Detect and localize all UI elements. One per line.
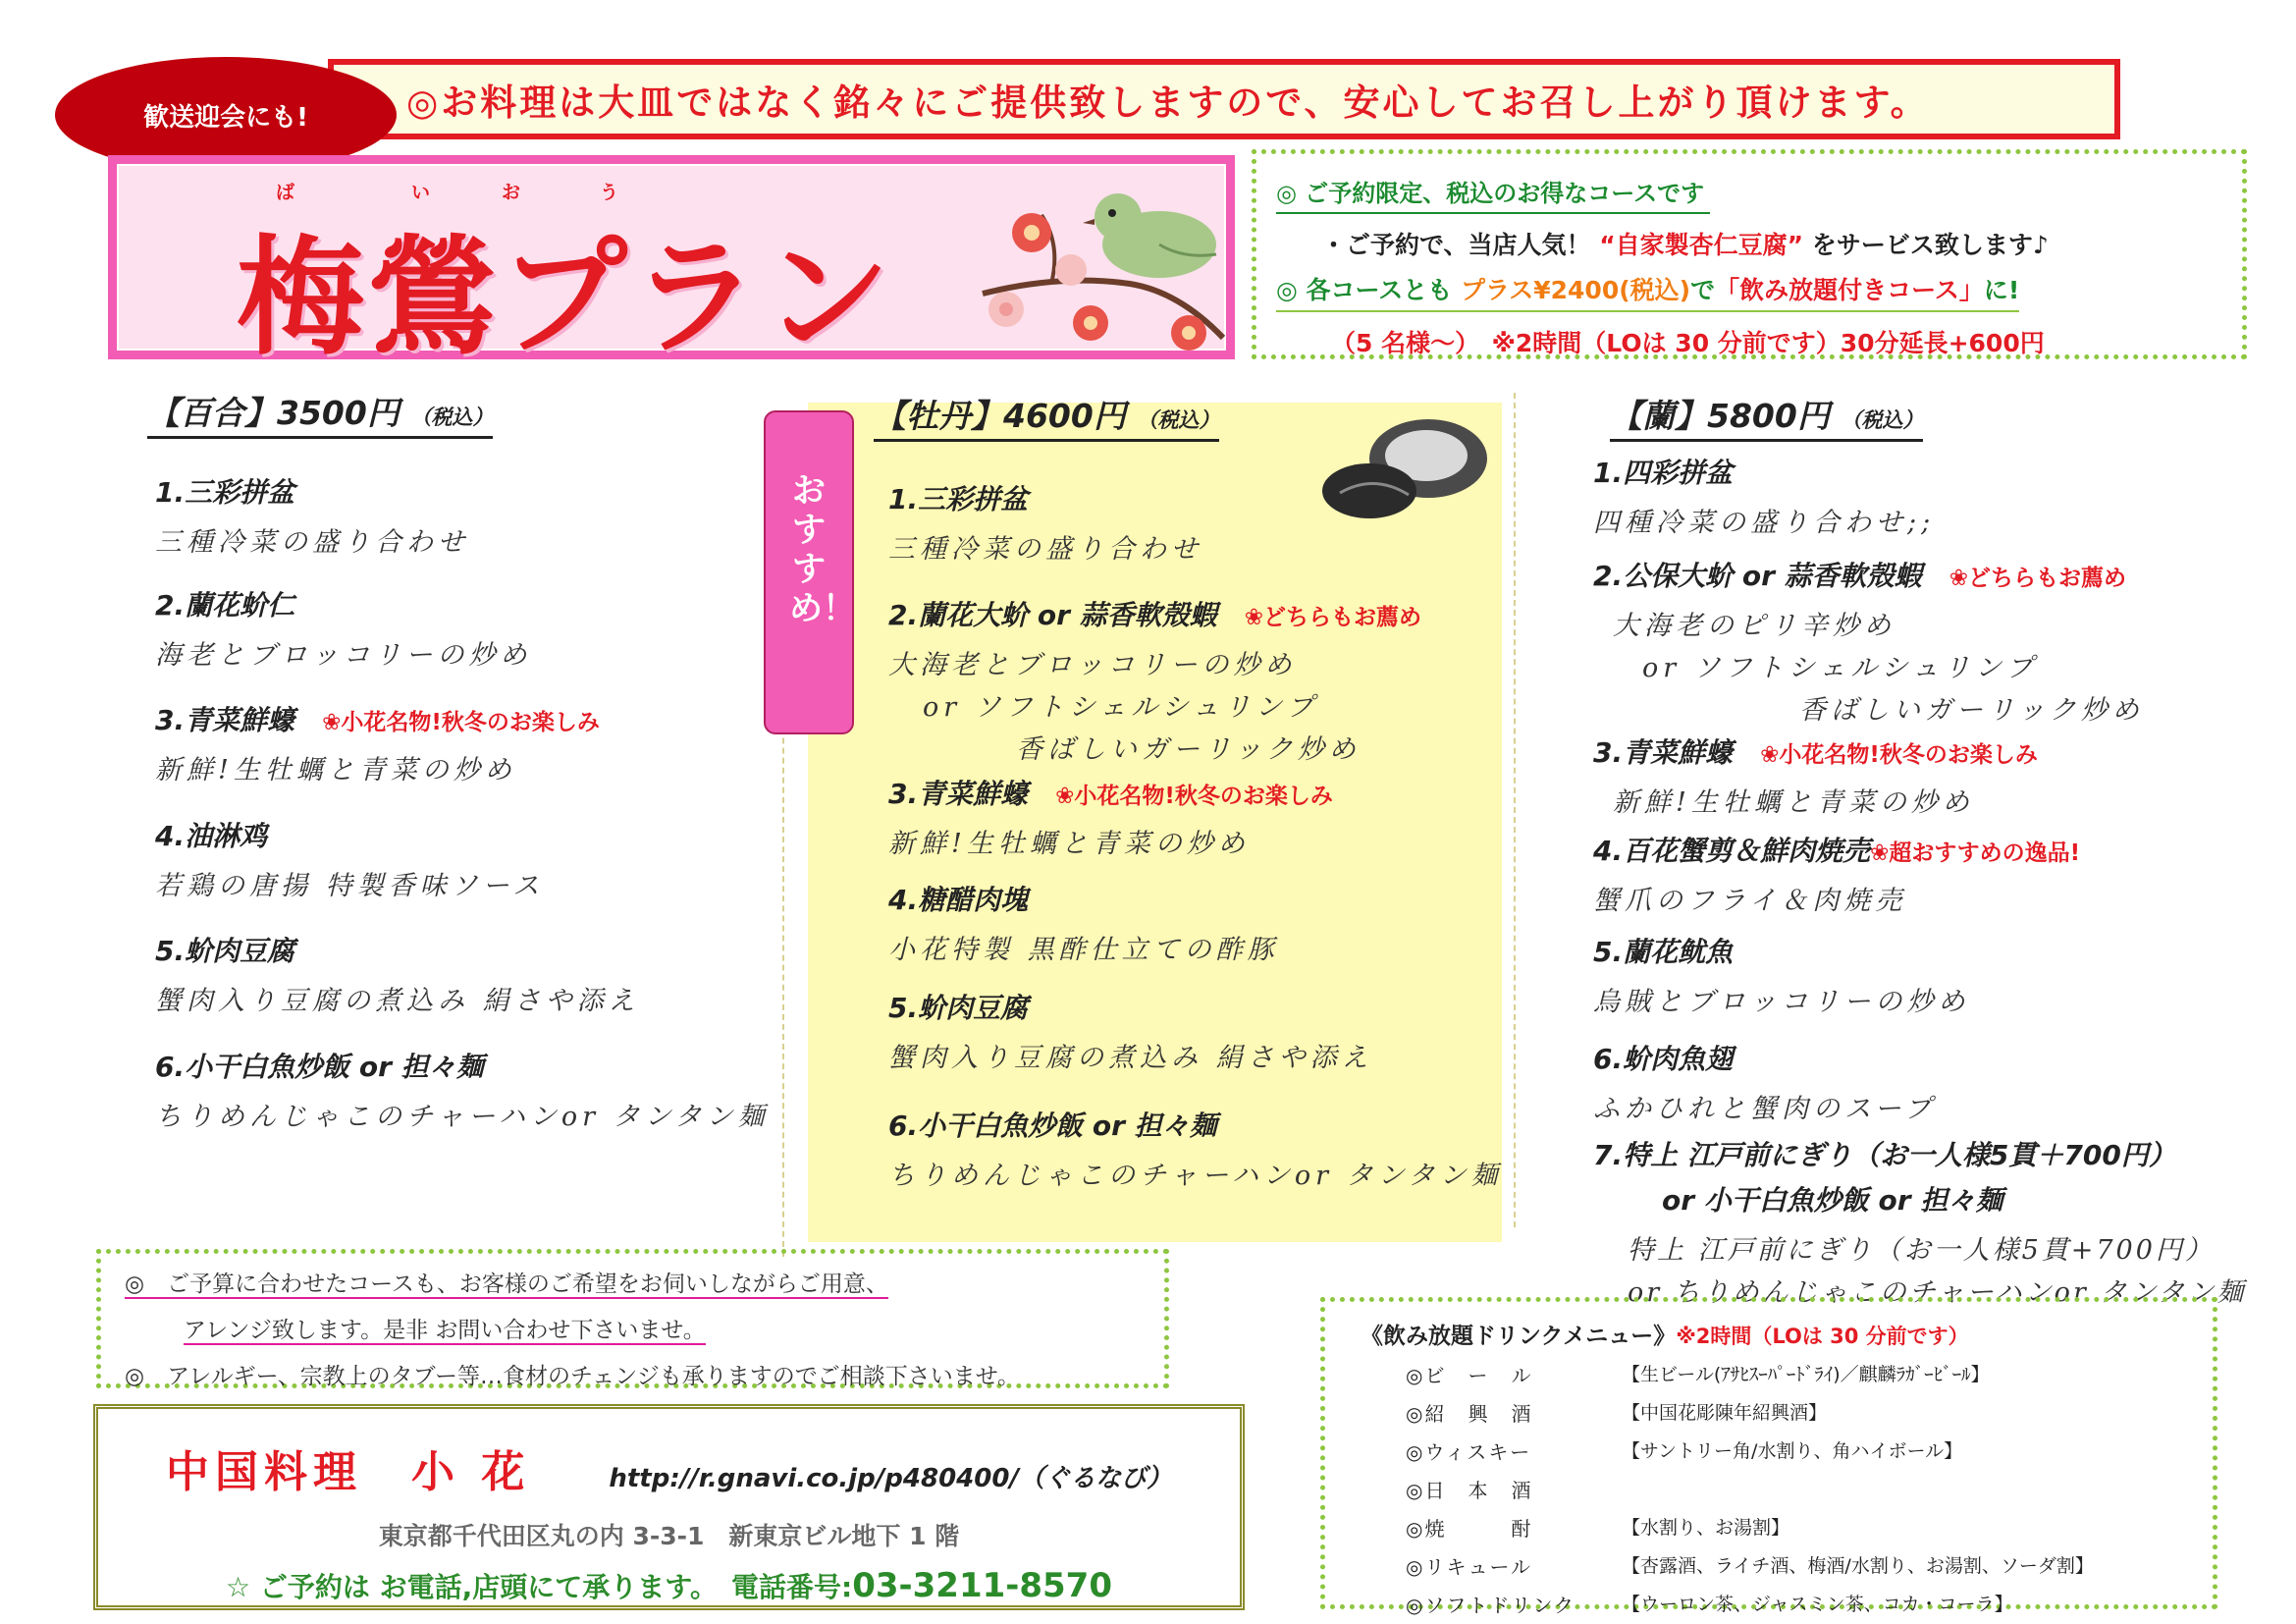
course-title bbox=[147, 388, 493, 439]
info-line3 bbox=[1276, 271, 2019, 312]
menu-item: 3.青菜鮮蠔 ❀小花名物!秋冬のお楽しみ 新鮮!生牡蠣と青菜の炒め bbox=[888, 778, 1333, 859]
info-line3-price: プラス¥2400(税込) bbox=[1461, 276, 1691, 304]
drink-row: ◎ウィスキー 【サントリー角/水割り、角ハイボール】 bbox=[1406, 1440, 1963, 1464]
course-tax: （税込） bbox=[1841, 408, 1924, 432]
shop-url[interactable]: http://r.gnavi.co.jp/p480400/（ぐるなび） bbox=[609, 1464, 1172, 1493]
menu-item: 6.小干白魚炒飯 or 担々麺 ちりめんじゃこのチャーハンor タンタン麺 bbox=[155, 1051, 770, 1132]
info-line3-c: に! bbox=[1983, 276, 2020, 304]
course-name: 【牡丹】4600円 bbox=[874, 397, 1126, 435]
menu-item: 4.百花蟹剪＆鮮肉焼売❀超おすすめの逸品! 蟹爪のフライ＆肉焼売 bbox=[1593, 835, 2081, 916]
top-banner bbox=[328, 59, 2120, 139]
course-title bbox=[1610, 391, 1923, 442]
info-line2 bbox=[1321, 226, 2224, 261]
menu-item: 4.油淋鸡 若鶏の唐揚 特製香味ソース bbox=[155, 820, 545, 901]
shop-address: 東京都千代田区丸の内 3-3-1 新東京ビル地下 1 階 bbox=[378, 1522, 960, 1550]
title-ruby: う bbox=[600, 182, 619, 203]
divider bbox=[1514, 393, 1516, 1227]
title-ruby: お bbox=[502, 182, 521, 203]
plan-title-box bbox=[108, 155, 1235, 372]
course-botan bbox=[874, 391, 1219, 442]
info-line4: （5 名様～） ※2時間（LOは 30 分前です）30分延長+600円 bbox=[1331, 329, 2045, 357]
shop-name: 中国料理 小 花 bbox=[166, 1447, 531, 1497]
course-tax: （税込） bbox=[1137, 408, 1220, 432]
course-ran bbox=[1610, 391, 1923, 442]
plan-info-box bbox=[1252, 149, 2247, 359]
course-tax: （税込） bbox=[410, 406, 494, 429]
menu-item: 5.蘭花鱿魚 烏賊とブロッコリーの炒め bbox=[1593, 936, 1970, 1017]
course-yuri bbox=[147, 388, 493, 439]
drink-row: ◎ビ ー ル 【生ビール(ｱｻﾋｽｰﾊﾟｰﾄﾞﾗｲ)／麒麟ﾗｶﾞｰﾋﾞｰﾙ】 bbox=[1406, 1364, 1990, 1387]
drink-row: ◎日 本 酒 bbox=[1406, 1479, 1533, 1502]
menu-item: 6.蚧肉魚翅 ふかひれと蟹肉のスープ bbox=[1593, 1043, 1937, 1124]
plan-title: 梅鶯プラン bbox=[237, 222, 895, 372]
info-line2-a: ・ご予約で、当店人気！ bbox=[1321, 231, 1591, 259]
shop-phone: ☆ ご予約は お電話,店頭にて承ります。 電話番号:03-3211-8570 bbox=[226, 1566, 1112, 1605]
menu-item: 7.特上 江戸前にぎり（お一人様5貫＋700円） or 小干白魚炒飯 or 担々麺 特上 江戸前にぎり（お一人様5貫+700円） or ちりめんじゃこのチャーハンor タンタン麺 bbox=[1593, 1139, 2247, 1308]
title-ruby: い bbox=[411, 182, 431, 203]
menu-item: 2.公保大蚧 or 蒜香軟殻蝦 ❀どちらもお薦め 大海老のピリ辛炒め or ソフトシェルシュリンプ 香ばしいガーリック炒め bbox=[1593, 560, 2144, 726]
menu-item: 5.蚧肉豆腐 蟹肉入り豆腐の煮込み 絹さや添え bbox=[155, 935, 640, 1016]
drink-menu-title: 《飲み放題ドリンクメニュー》※2時間（LOは 30 分前です） bbox=[1361, 1324, 1969, 1349]
menu-item: 3.青菜鮮蠔 ❀小花名物!秋冬のお楽しみ 新鮮!生牡蠣と青菜の炒め bbox=[155, 704, 600, 785]
menu-item: 5.蚧肉豆腐 蟹肉入り豆腐の煮込み 絹さや添え bbox=[888, 992, 1373, 1073]
drink-row: ◎リキュール 【杏露酒、ライチ酒、梅酒/水割り、お湯割、ソーダ割】 bbox=[1406, 1555, 2094, 1579]
drink-menu-box bbox=[1320, 1297, 2217, 1617]
recommend-text: おすすめ！ bbox=[789, 471, 856, 628]
note-row: ◎ ご予算に合わせたコースも、お客様のご希望をお伺いしながらご用意、 bbox=[125, 1272, 888, 1297]
menu-item: 1.三彩拼盆 三種冷菜の盛り合わせ bbox=[888, 483, 1202, 565]
menu-item: 6.小干白魚炒飯 or 担々麺 ちりめんじゃこのチャーハンor タンタン麺 bbox=[888, 1110, 1503, 1191]
notes-box bbox=[96, 1249, 1169, 1388]
info-line3-b: で bbox=[1690, 276, 1716, 304]
phone-number[interactable]: 03-3211-8570 bbox=[852, 1566, 1112, 1605]
menu-item: 2.蘭花蚧仁 海老とブロッコリーの炒め bbox=[155, 589, 532, 671]
badge-text: 歓送迎会にも! bbox=[143, 102, 308, 133]
drink-row: ◎ソフトドリンク 【ウーロン茶、ジャスミン茶、コカ・コーラ】 bbox=[1406, 1594, 2013, 1617]
info-line1: ◎ ご予約限定、税込のお得なコースです bbox=[1276, 174, 1710, 214]
course-title bbox=[874, 391, 1219, 442]
banner-text: ◎お料理は大皿ではなく銘々にご提供致しますので、安心してお召し上がり頂けます。 bbox=[406, 81, 1930, 124]
menu-item: 4.糖醋肉塊 小花特製 黒酢仕立ての酢豚 bbox=[888, 884, 1279, 965]
oyster-illustration bbox=[1320, 405, 1497, 532]
note-row: ◎ アレルギー、宗教上のタブー等…食材のチェンジも承りますのでご相談下さいませ。 bbox=[125, 1364, 1021, 1389]
drink-row: ◎焼 酎 【水割り、お湯割】 bbox=[1406, 1517, 1790, 1541]
info-line3-red: 「飲み放題付きコース」 bbox=[1715, 276, 1984, 304]
info-line2-red: “自家製杏仁豆腐” bbox=[1599, 231, 1804, 259]
menu-item: 2.蘭花大蚧 or 蒜香軟殻蝦 ❀どちらもお薦め 大海老とブロッコリーの炒め or ソフトシェルシュリンプ 香ばしいガーリック炒め bbox=[888, 599, 1421, 765]
note-row: アレンジ致します。是非 お問い合わせ下さいませ。 bbox=[184, 1318, 706, 1343]
info-line2-b: をサービス致します♪ bbox=[1811, 231, 2049, 259]
title-ruby: ば bbox=[276, 182, 295, 203]
menu-item: 3.青菜鮮蠔 ❀小花名物!秋冬のお楽しみ 新鮮!生牡蠣と青菜の炒め bbox=[1593, 736, 2038, 818]
course-name: 【蘭】5800円 bbox=[1610, 397, 1830, 435]
info-line3-a: ◎ 各コースとも bbox=[1276, 276, 1453, 304]
drink-row: ◎紹 興 酒 【中国花彫陳年紹興酒】 bbox=[1406, 1402, 1828, 1426]
course-name: 【百合】3500円 bbox=[147, 394, 400, 432]
recommend-scroll bbox=[764, 410, 854, 734]
menu-item: 1.三彩拼盆 三種冷菜の盛り合わせ bbox=[155, 476, 469, 558]
menu-item: 1.四彩拼盆 四種冷菜の盛り合わせ;; bbox=[1593, 457, 1936, 538]
shop-info-box bbox=[93, 1404, 1245, 1610]
plum-bird-illustration bbox=[973, 176, 1228, 357]
